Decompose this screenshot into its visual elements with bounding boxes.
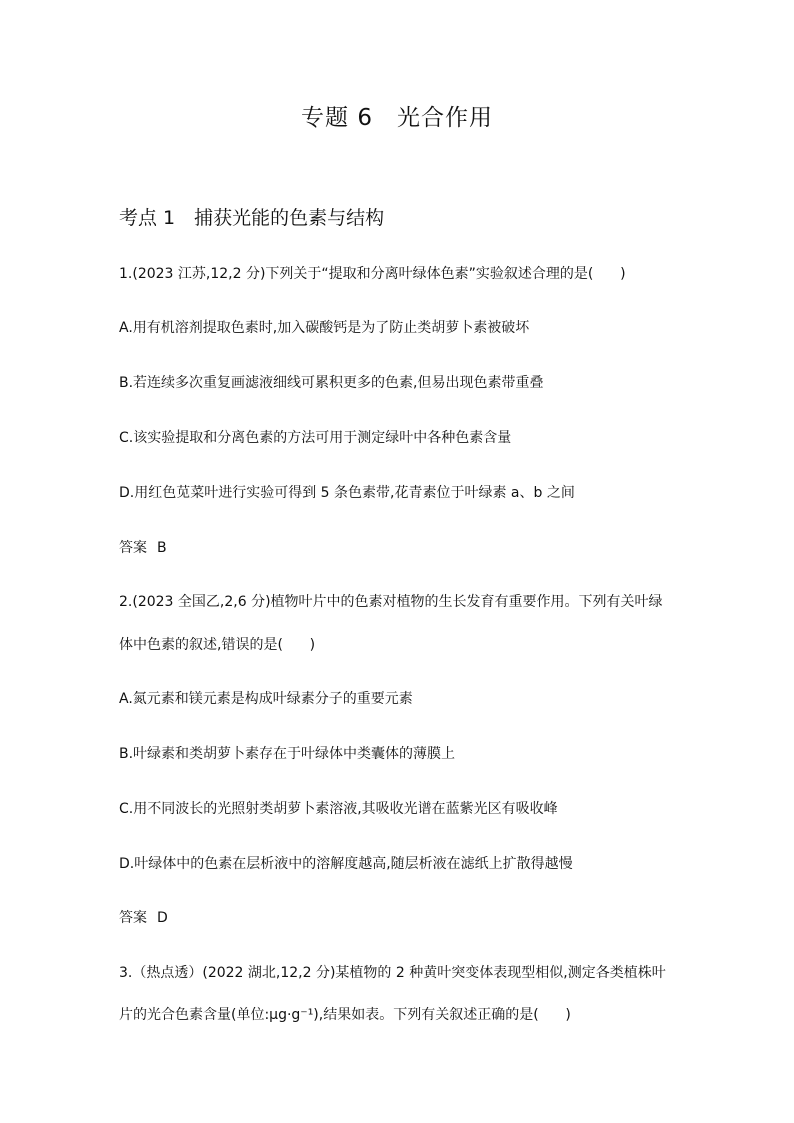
question-3-stem-line-1: 3.（热点透）(2022 湖北,12,2 分)某植物的 2 种黄叶突变体表现型相似,测定各类植株叶 bbox=[119, 965, 666, 981]
question-1-option-d: D.用红色苋菜叶进行实验可得到 5 条色素带,花青素位于叶绿素 a、b 之间 bbox=[119, 485, 575, 501]
question-2-answer bbox=[119, 908, 168, 928]
question-2-option-b: B.叶绿素和类胡萝卜素存在于叶绿体中类囊体的薄膜上 bbox=[119, 746, 456, 762]
question-2-option-a: A.氮元素和镁元素是构成叶绿素分子的重要元素 bbox=[119, 691, 413, 707]
question-1-option-c: C.该实验提取和分离色素的方法可用于测定绿叶中各种色素含量 bbox=[119, 430, 512, 446]
answer-label: 答案 bbox=[119, 540, 147, 556]
question-2-blank: ) bbox=[282, 637, 316, 653]
question-1-stem-text: 1.(2023 江苏,12,2 分)下列关于“提取和分离叶绿体色素”实验叙述合理的是( bbox=[119, 266, 594, 282]
question-1-option-a: A.用有机溶剂提取色素时,加入碳酸钙是为了防止类胡萝卜素被破坏 bbox=[119, 320, 530, 336]
answer-value: D bbox=[157, 910, 168, 926]
question-2-stem-line-1: 2.(2023 全国乙,2,6 分)植物叶片中的色素对植物的生长发育有重要作用。下列有关叶绿 bbox=[119, 594, 663, 610]
section-heading: 考点 1 捕获光能的色素与结构 bbox=[119, 207, 385, 229]
question-1-option-b: B.若连续多次重复画滤液细线可累积更多的色素,但易出现色素带重叠 bbox=[119, 375, 544, 391]
question-1-stem bbox=[119, 264, 626, 284]
question-2-option-d: D.叶绿体中的色素在层析液中的溶解度越高,随层析液在滤纸上扩散得越慢 bbox=[119, 856, 573, 872]
question-3-blank: ) bbox=[538, 1007, 571, 1023]
page-title: 专题 6 光合作用 bbox=[301, 105, 493, 131]
answer-value: B bbox=[157, 540, 167, 556]
question-2-option-c: C.用不同波长的光照射类胡萝卜素溶液,其吸收光谱在蓝紫光区有吸收峰 bbox=[119, 801, 558, 817]
question-3-stem-text: 片的光合色素含量(单位:μg·g⁻¹),结果如表。下列有关叙述正确的是( bbox=[119, 1007, 539, 1023]
question-1-blank: ) bbox=[593, 266, 626, 282]
question-2-stem-line-2 bbox=[119, 635, 315, 655]
question-3-stem-line-2 bbox=[119, 1005, 571, 1025]
answer-label: 答案 bbox=[119, 910, 147, 926]
question-2-stem-text: 体中色素的叙述,错误的是( bbox=[119, 637, 283, 653]
question-1-answer bbox=[119, 538, 167, 558]
